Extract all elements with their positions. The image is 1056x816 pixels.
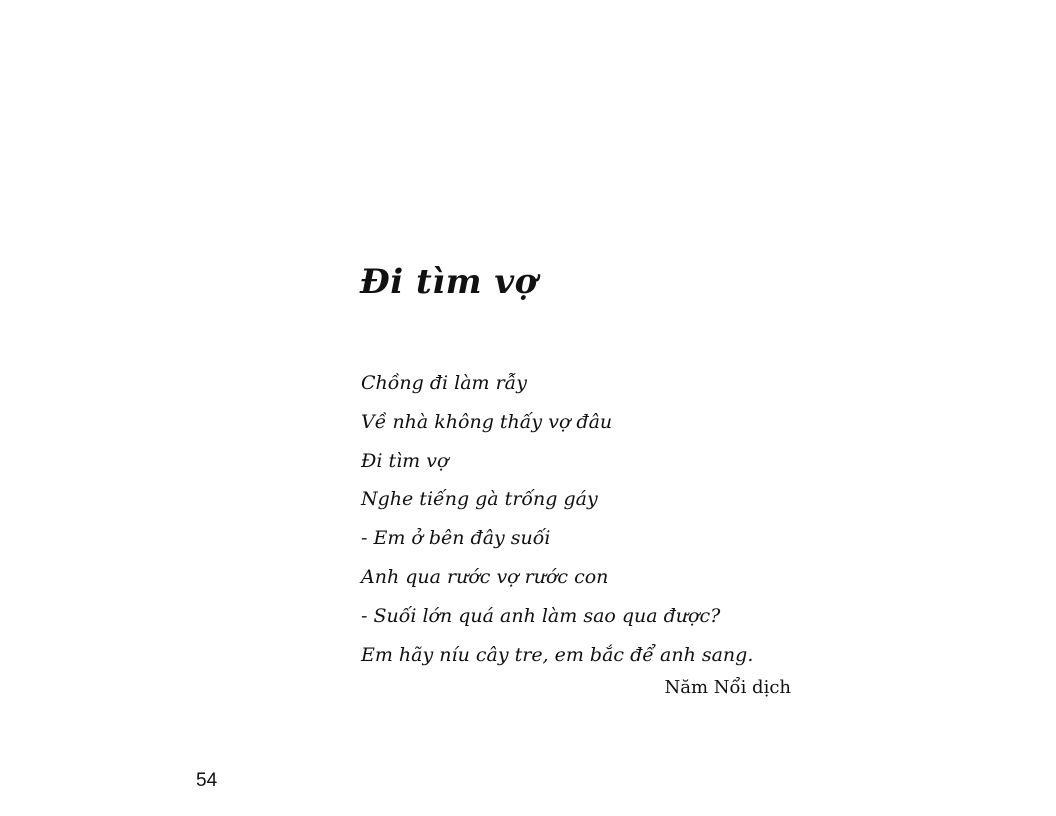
poem-line: Nghe tiếng gà trống gáy <box>361 488 598 511</box>
page-number: 54 <box>196 770 218 791</box>
poem-line: Anh qua rước vợ rước con <box>361 565 609 588</box>
poem-line: Chồng đi làm rẫy <box>361 372 528 394</box>
poem-line: - Em ở bên đây suối <box>361 527 551 550</box>
poem-body <box>361 364 753 674</box>
poem-line: Về nhà không thấy vợ đâu <box>361 410 613 433</box>
poem-title: Đi tìm vợ <box>360 262 538 302</box>
translator-credit: Năm Nổi dịch <box>664 677 791 698</box>
poem-line: Em hãy níu cây tre, em bắc để anh sang. <box>361 643 754 666</box>
poem-line: Đi tìm vợ <box>361 449 449 472</box>
poem-line: - Suối lớn quá anh làm sao qua được? <box>361 604 721 627</box>
